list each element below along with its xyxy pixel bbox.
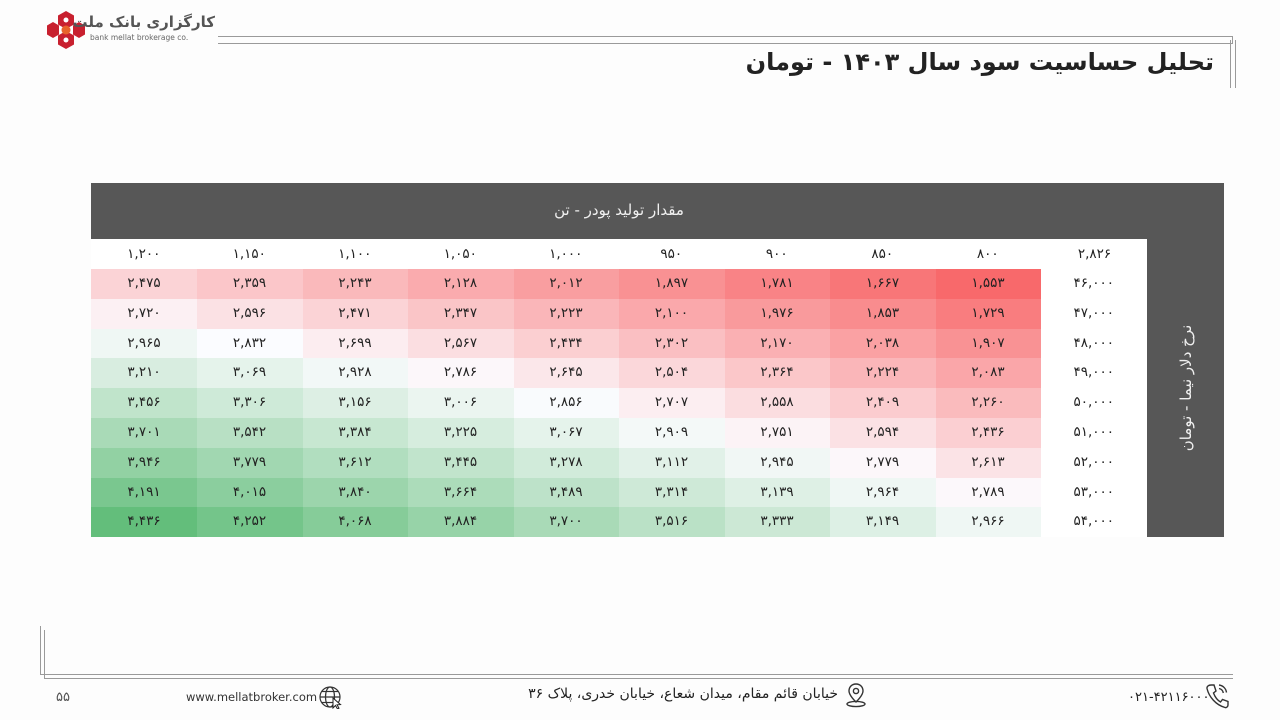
table-cell: ۳,۴۵۶ (91, 388, 197, 418)
table-cell: ۳,۳۰۶ (197, 388, 303, 418)
column-header: ۱,۰۰۰ (549, 246, 583, 262)
table-cell: ۲,۳۶۴ (724, 358, 830, 388)
table-cell: ۴,۰۶۸ (302, 507, 408, 537)
row-axis-title-box (1147, 239, 1224, 537)
table-cell: ۲,۸۳۲ (197, 329, 303, 359)
table-cell: ۲,۵۵۸ (724, 388, 830, 418)
table-cell: ۲,۸۵۶ (513, 388, 619, 418)
table-cell: ۳,۱۵۶ (302, 388, 408, 418)
table-cell: ۳,۷۷۹ (197, 448, 303, 478)
table-cell: ۱,۸۵۳ (830, 299, 936, 329)
address-text: خیابان قائم مقام، میدان شعاع، خیابان خدری، پلاک ۳۶ (528, 686, 838, 702)
table-cell: ۴,۲۵۲ (197, 507, 303, 537)
table-cell: ۲,۷۲۰ (91, 299, 197, 329)
row-header: ۵۱,۰۰۰ (1041, 418, 1148, 448)
table-cell: ۲,۹۶۵ (91, 329, 197, 359)
table-cell: ۲,۹۶۴ (830, 478, 936, 508)
column-header: ۱,۰۵۰ (443, 246, 477, 262)
table-cell: ۱,۷۲۹ (935, 299, 1041, 329)
row-header: ۴۷,۰۰۰ (1041, 299, 1148, 329)
header-frame-line (218, 36, 1233, 44)
table-cell: ۲,۰۱۲ (513, 269, 619, 299)
table-cell: ۲,۳۰۲ (619, 329, 725, 359)
location-pin-icon (844, 682, 868, 708)
table-cell: ۱,۹۰۷ (935, 329, 1041, 359)
table-cell: ۲,۹۴۵ (724, 448, 830, 478)
table-cell: ۳,۵۴۲ (197, 418, 303, 448)
table-cell: ۲,۷۵۱ (724, 418, 830, 448)
page-number: ۵۵ (56, 690, 70, 705)
table-cell: ۲,۶۱۳ (935, 448, 1041, 478)
table-body (91, 269, 1147, 537)
table-cell: ۳,۷۰۰ (513, 507, 619, 537)
table-cell: ۳,۱۳۹ (724, 478, 830, 508)
table-cell: ۲,۲۶۰ (935, 388, 1041, 418)
table-cell: ۳,۸۸۴ (408, 507, 514, 537)
table-cell: ۳,۶۱۲ (302, 448, 408, 478)
table-cell: ۲,۳۴۷ (408, 299, 514, 329)
table-cell: ۲,۷۷۹ (830, 448, 936, 478)
table-cell: ۳,۲۲۵ (408, 418, 514, 448)
column-axis-title: مقدار تولید پودر - تن (554, 201, 684, 219)
table-cell: ۲,۹۶۶ (935, 507, 1041, 537)
table-cell: ۳,۴۸۹ (513, 478, 619, 508)
table-cell: ۳,۰۰۶ (408, 388, 514, 418)
phone-number[interactable]: ۰۲۱-۴۲۱۱۶۰۰۰ (1128, 690, 1210, 705)
row-header: ۵۴,۰۰۰ (1041, 507, 1148, 537)
table-cell: ۴,۱۹۱ (91, 478, 197, 508)
table-cell: ۳,۹۴۶ (91, 448, 197, 478)
table-cell: ۲,۵۹۴ (830, 418, 936, 448)
table-cell: ۳,۱۴۹ (830, 507, 936, 537)
table-cell: ۱,۵۵۳ (935, 269, 1041, 299)
brand-name: کارگزاری بانک ملت (72, 13, 215, 31)
row-header: ۵۳,۰۰۰ (1041, 478, 1148, 508)
header-frame-post (1230, 40, 1236, 88)
brand-subtitle: bank mellat brokerage co. (90, 33, 189, 42)
column-header: ۸۰۰ (976, 246, 999, 262)
table-cell: ۱,۶۶۷ (830, 269, 936, 299)
table-cell: ۲,۰۸۳ (935, 358, 1041, 388)
footer-frame-inner (44, 630, 1233, 679)
column-header: ۹۰۰ (765, 246, 788, 262)
column-header: ۱,۱۰۰ (338, 246, 372, 262)
row-header: ۴۸,۰۰۰ (1041, 329, 1148, 359)
table-cell: ۲,۰۳۸ (830, 329, 936, 359)
table-cell: ۳,۰۶۹ (197, 358, 303, 388)
globe-icon[interactable] (318, 685, 342, 709)
row-axis-title: نرخ دلار نیما - تومان (1176, 324, 1195, 452)
table-cell: ۲,۷۸۶ (408, 358, 514, 388)
table-cell: ۲,۲۴۳ (302, 269, 408, 299)
table-cell: ۲,۲۲۴ (830, 358, 936, 388)
corner-value: ۲,۸۲۶ (1077, 246, 1112, 262)
column-header: ۱,۲۰۰ (127, 246, 161, 262)
table-cell: ۲,۱۲۸ (408, 269, 514, 299)
table-cell: ۳,۵۱۶ (619, 507, 725, 537)
table-cell: ۲,۶۴۵ (513, 358, 619, 388)
table-header-row (91, 239, 1147, 269)
table-cell: ۲,۲۲۳ (513, 299, 619, 329)
table-cell: ۱,۸۹۷ (619, 269, 725, 299)
table-cell: ۳,۳۸۴ (302, 418, 408, 448)
table-cell: ۳,۱۱۲ (619, 448, 725, 478)
table-cell: ۲,۵۰۴ (619, 358, 725, 388)
table-cell: ۳,۳۱۴ (619, 478, 725, 508)
phone-icon (1204, 682, 1230, 710)
table-cell: ۲,۴۷۱ (302, 299, 408, 329)
row-header: ۵۰,۰۰۰ (1041, 388, 1148, 418)
table-cell: ۳,۲۷۸ (513, 448, 619, 478)
table-cell: ۲,۱۷۰ (724, 329, 830, 359)
table-cell: ۳,۷۰۱ (91, 418, 197, 448)
table-cell: ۲,۵۶۷ (408, 329, 514, 359)
column-header: ۸۵۰ (871, 246, 894, 262)
table-cell: ۳,۲۱۰ (91, 358, 197, 388)
column-header: ۹۵۰ (660, 246, 683, 262)
table-cell: ۳,۰۶۷ (513, 418, 619, 448)
table-cell: ۴,۰۱۵ (197, 478, 303, 508)
table-cell: ۳,۶۶۴ (408, 478, 514, 508)
table-cell: ۲,۴۰۹ (830, 388, 936, 418)
table-cell: ۴,۴۳۶ (91, 507, 197, 537)
row-header: ۴۶,۰۰۰ (1041, 269, 1148, 299)
row-header: ۵۲,۰۰۰ (1041, 448, 1148, 478)
page-title: تحلیل حساسیت سود سال ۱۴۰۳ - تومان (745, 48, 1214, 76)
table-cell: ۲,۷۰۷ (619, 388, 725, 418)
table-cell: ۲,۴۳۶ (935, 418, 1041, 448)
table-cell: ۲,۴۳۴ (513, 329, 619, 359)
table-cell: ۲,۱۰۰ (619, 299, 725, 329)
table-cell: ۳,۸۴۰ (302, 478, 408, 508)
table-cell: ۲,۹۲۸ (302, 358, 408, 388)
column-header: ۱,۱۵۰ (232, 246, 266, 262)
table-cell: ۲,۷۸۹ (935, 478, 1041, 508)
website-link[interactable]: www.mellatbroker.com (186, 690, 318, 704)
table-cell: ۱,۹۷۶ (724, 299, 830, 329)
table-cell: ۲,۴۷۵ (91, 269, 197, 299)
table-cell: ۲,۵۹۶ (197, 299, 303, 329)
brand-logo (44, 8, 224, 50)
table-cell: ۲,۶۹۹ (302, 329, 408, 359)
table-cell: ۲,۹۰۹ (619, 418, 725, 448)
table-cell: ۱,۷۸۱ (724, 269, 830, 299)
table-cell: ۲,۳۵۹ (197, 269, 303, 299)
table-cell: ۳,۳۳۳ (724, 507, 830, 537)
row-header: ۴۹,۰۰۰ (1041, 358, 1148, 388)
table-cell: ۳,۴۴۵ (408, 448, 514, 478)
